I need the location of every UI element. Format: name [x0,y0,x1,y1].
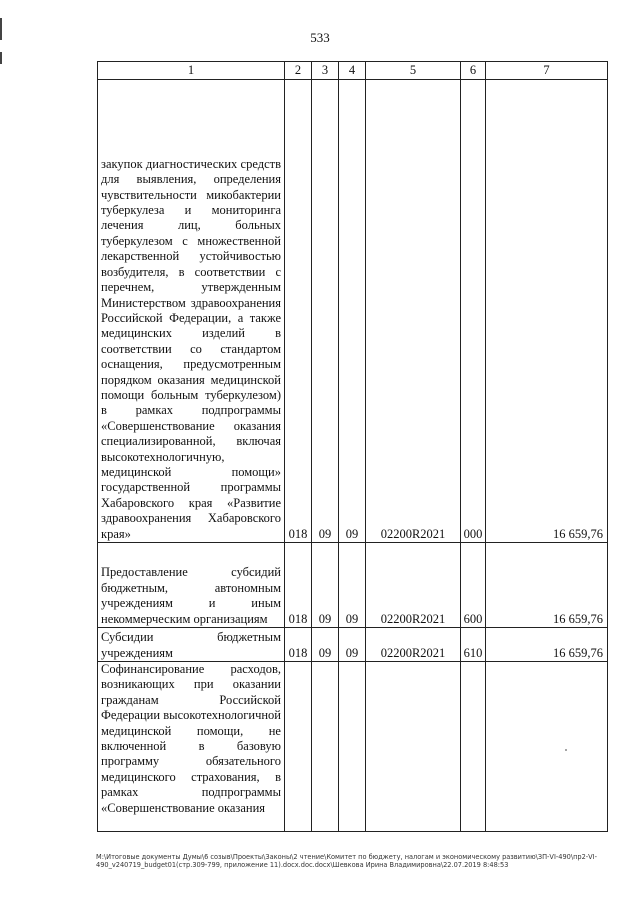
cell-rz [312,662,339,832]
cell-vr [461,662,486,832]
table-row [98,628,608,662]
column-header: 4 [339,62,366,80]
cell-grbs [285,662,312,832]
page-number: 533 [310,30,330,45]
column-header: 1 [98,62,285,80]
cell-pr: 09 [339,543,366,628]
table-header-row [98,62,608,80]
cell-grbs: 018 [285,628,312,662]
cell-pr: 09 [339,628,366,662]
row-description: закупок диагностических средств для выявления, определения чувствительности микобактерии туберкулеза и мониторинга лечения лиц, больных туберкулезом с множественной лекарственной устойчивостью возбудителя, в соответствии с перечнем, утвержденным Министерством здравоохранения Российской Федерации, а также медицинских изделий в соответствии со стандартом оснащения, предусмотренным порядком оказания медицинской помощи больным туберкулезом) в рамках подпрограммы «Совершенствование оказания специализированной, включая высокотехнологичную, медицинской помощи» государственной программы Хабаровского края «Развитие здравоохранения Хабаровского края» [98,80,285,543]
cell-csr: 02200R2021 [366,543,461,628]
row-description: Софинансирование расходов, возникающих при оказании гражданам Российской Федерации высокотехнологичной медицинской помощи, не включенной в базовую программу обязательного медицинского страхования, в рамках подпрограммы «Совершенствование оказания [98,662,285,832]
scan-speck [565,749,567,751]
budget-table [97,61,608,832]
cell-rz: 09 [312,628,339,662]
cell-grbs: 018 [285,543,312,628]
column-header: 6 [461,62,486,80]
cell-amount [486,662,608,832]
row-description: Субсидии бюджетным учреждениям [98,628,285,662]
cell-rz: 09 [312,543,339,628]
table-row [98,80,608,543]
cell-vr: 610 [461,628,486,662]
cell-rz: 09 [312,80,339,543]
cell-grbs: 018 [285,80,312,543]
row-description: Предоставление субсидий бюджетным, автономным учреждениям и иным некоммерческим организациям [98,543,285,628]
cell-vr: 000 [461,80,486,543]
cell-amount: 16 659,76 [486,628,608,662]
cell-pr: 09 [339,80,366,543]
table-row [98,543,608,628]
column-header: 7 [486,62,608,80]
cell-pr [339,662,366,832]
column-header: 2 [285,62,312,80]
cell-csr: 02200R2021 [366,628,461,662]
cell-amount: 16 659,76 [486,543,608,628]
cell-amount: 16 659,76 [486,80,608,543]
cell-csr [366,662,461,832]
footer-file-path: M:\Итоговые документы Думы\6 созыв\Проекты\Законы\2 чтение\Комитет по бюджету, налогам и экономическому развитию\ЗП-VI-490\пр2-VI-490_v240719_budget01(стр.309-799, приложение 11).docx.doc.docx\Шевкова Ирина Владимировна\22.07.2019 8:48:53 [96,853,597,870]
cell-vr: 600 [461,543,486,628]
table-row [98,662,608,832]
margin-mark [0,52,2,64]
cell-csr: 02200R2021 [366,80,461,543]
column-header: 5 [366,62,461,80]
column-header: 3 [312,62,339,80]
